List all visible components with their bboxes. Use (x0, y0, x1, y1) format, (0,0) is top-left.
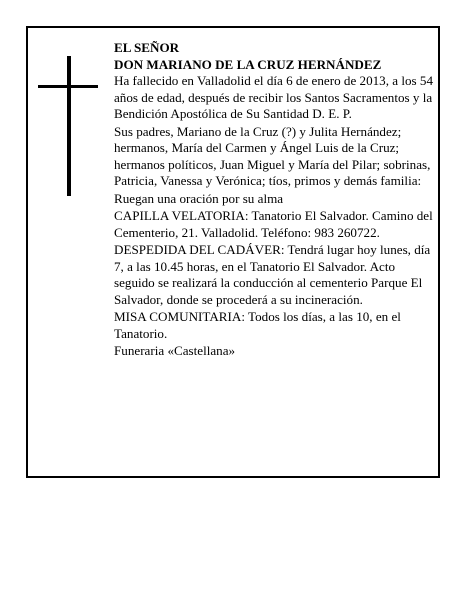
family-list: Sus padres, Mariano de la Cruz (?) y Julita Hernández; hermanos, María del Carmen y Ángel Luis de la Cruz; hermanos políticos, Juan Miguel y María del Pilar; sobrinas, Patricia, Vanessa y Verónica; tíos, primos y demás familia: (114, 123, 431, 188)
cross-vertical-bar (67, 56, 71, 196)
chapel-info: CAPILLA VELATORIA: Tanatorio El Salvador. Camino del Cementerio, 21. Valladolid. Teléfono: 983 260722. (114, 208, 433, 240)
cross-horizontal-bar (38, 85, 98, 88)
mass-info: MISA COMUNITARIA: Todos los días, a las 10, en el Tanatorio. (114, 309, 401, 341)
death-announcement: Ha fallecido en Valladolid el día 6 de enero de 2013, a los 54 años de edad, después de recibir los Santos Sacramentos y la Bendición Apostólica de Su Santidad D. E. P. (114, 73, 433, 121)
farewell-info: DESPEDIDA DEL CADÁVER: Tendrá lugar hoy lunes, día 7, a las 10.45 horas, en el Tanatorio El Salvador. Acto seguido se realizará la conducción al cementerio Parque El Salvador, donde se procederá a su incineración. (114, 242, 431, 307)
deceased-name: DON MARIANO DE LA CRUZ HERNÁNDEZ (114, 56, 382, 72)
notice-heading-title: EL SEÑOR (114, 40, 180, 55)
notice-text (114, 40, 436, 361)
prayer-request: Ruegan una oración por su alma (114, 190, 284, 206)
obituary-notice (26, 26, 440, 478)
funeral-home: Funeraria «Castellana» (114, 343, 236, 358)
